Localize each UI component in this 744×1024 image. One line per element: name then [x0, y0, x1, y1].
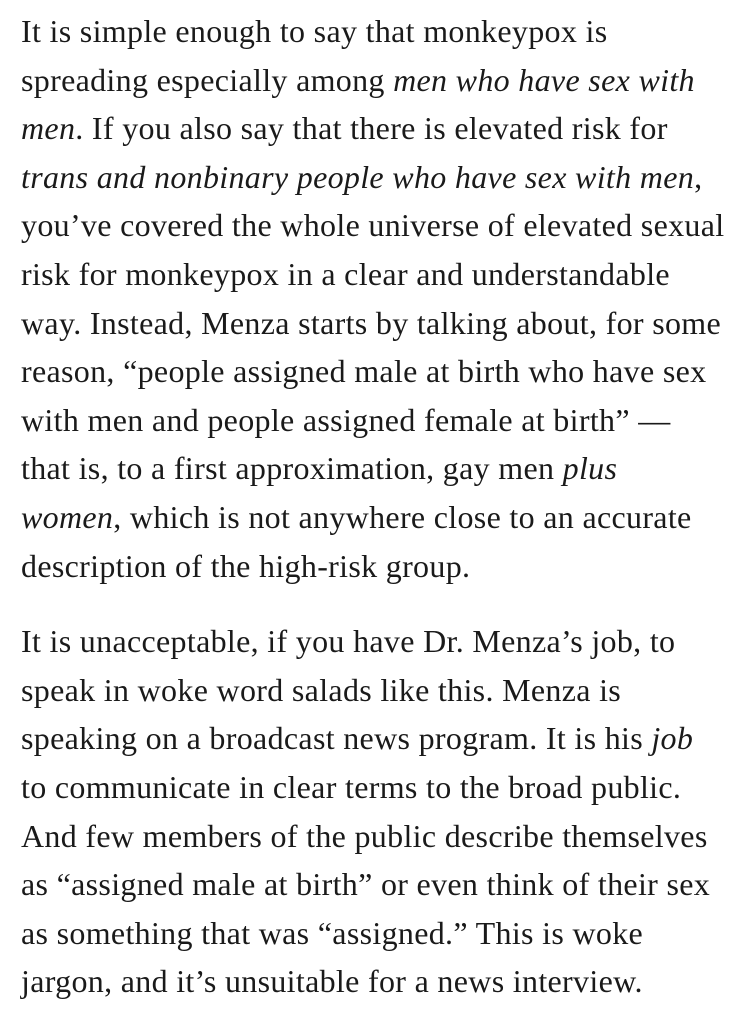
text-segment: , you’ve covered the whole universe of elevated sexual risk for monkeypox in a clear and understandable way. Instead, Menza starts by talking about, for some reason, “people assigned male at birth who have sex with men and people assigned female at birth” — that is, to a first approximation, gay men — [21, 158, 725, 487]
italic-text-segment: plus women — [21, 450, 618, 535]
italic-text-segment: trans and nonbinary people who have sex with men — [21, 158, 695, 195]
text-segment: . If you also say that there is elevated risk for — [75, 110, 668, 147]
article-body — [21, 7, 726, 1006]
italic-text-segment: men who have sex with men — [21, 61, 695, 147]
text-segment: It is simple enough to say that monkeypox is spreading especially among — [21, 13, 608, 98]
italic-text-segment: job — [651, 720, 694, 757]
paragraph-1 — [21, 7, 726, 590]
paragraph-2 — [21, 617, 726, 1006]
text-segment: to communicate in clear terms to the broad public. And few members of the public describe themselves as “assigned male at birth” or even think of their sex as something that was “assigned.” This is woke jargon, and it’s unsuitable for a news interview. — [21, 768, 711, 1000]
text-segment: , which is not anywhere close to an accurate description of the high-risk group. — [21, 498, 692, 584]
text-segment: It is unacceptable, if you have Dr. Menza’s job, to speak in woke word salads like this. Menza is speaking on a broadcast news program. It is his — [21, 623, 676, 757]
